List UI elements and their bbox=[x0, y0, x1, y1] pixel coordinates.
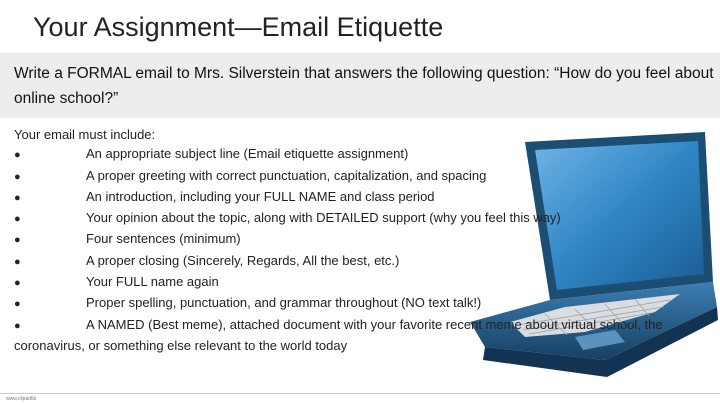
footer-divider bbox=[0, 393, 720, 394]
bullet: ● bbox=[14, 298, 21, 311]
requirement-item bbox=[14, 293, 704, 314]
bullet: ● bbox=[14, 255, 21, 268]
requirement-text: An introduction, including your FULL NAME and class period bbox=[86, 188, 435, 204]
requirement-item bbox=[14, 272, 704, 293]
bullet: ● bbox=[14, 234, 21, 247]
slide-title: Your Assignment—Email Etiquette bbox=[33, 12, 444, 42]
requirement-text: A proper closing (Sincerely, Regards, All the best, etc.) bbox=[86, 252, 400, 268]
requirements-intro: Your email must include: bbox=[14, 127, 156, 142]
requirement-text: Proper spelling, punctuation, and grammar throughout (NO text talk!) bbox=[86, 295, 482, 311]
requirement-text: Four sentences (minimum) bbox=[86, 231, 241, 247]
bullet: ● bbox=[14, 191, 21, 204]
image-credit: www.clipartlib bbox=[6, 396, 37, 402]
requirements-list bbox=[14, 125, 704, 355]
assignment-prompt: Write a FORMAL email to Mrs. Silverstein that answers the following question: “How do you feel about online school?” bbox=[14, 65, 714, 107]
requirement-item bbox=[14, 315, 704, 356]
bullet: ● bbox=[14, 319, 21, 332]
requirement-text: A NAMED (Best meme), attached document with your favorite recent meme about virtual school, the coronavirus, or something else relevant to the world today bbox=[14, 316, 663, 353]
requirement-item bbox=[14, 166, 704, 187]
requirement-item bbox=[14, 251, 704, 272]
bullet: ● bbox=[14, 149, 21, 162]
bullet: ● bbox=[14, 213, 21, 226]
requirement-item bbox=[14, 144, 704, 165]
requirement-text: Your opinion about the topic, along with DETAILED support (why you feel this way) bbox=[86, 210, 561, 226]
requirement-text: A proper greeting with correct punctuation, capitalization, and spacing bbox=[86, 167, 487, 183]
requirement-item bbox=[14, 208, 704, 229]
bullet: ● bbox=[14, 170, 21, 183]
requirement-text: Your FULL name again bbox=[86, 274, 219, 290]
bullet: ● bbox=[14, 277, 21, 290]
requirement-text: An appropriate subject line (Email etiquette assignment) bbox=[86, 146, 409, 162]
requirement-item bbox=[14, 187, 704, 208]
requirement-item bbox=[14, 229, 704, 250]
